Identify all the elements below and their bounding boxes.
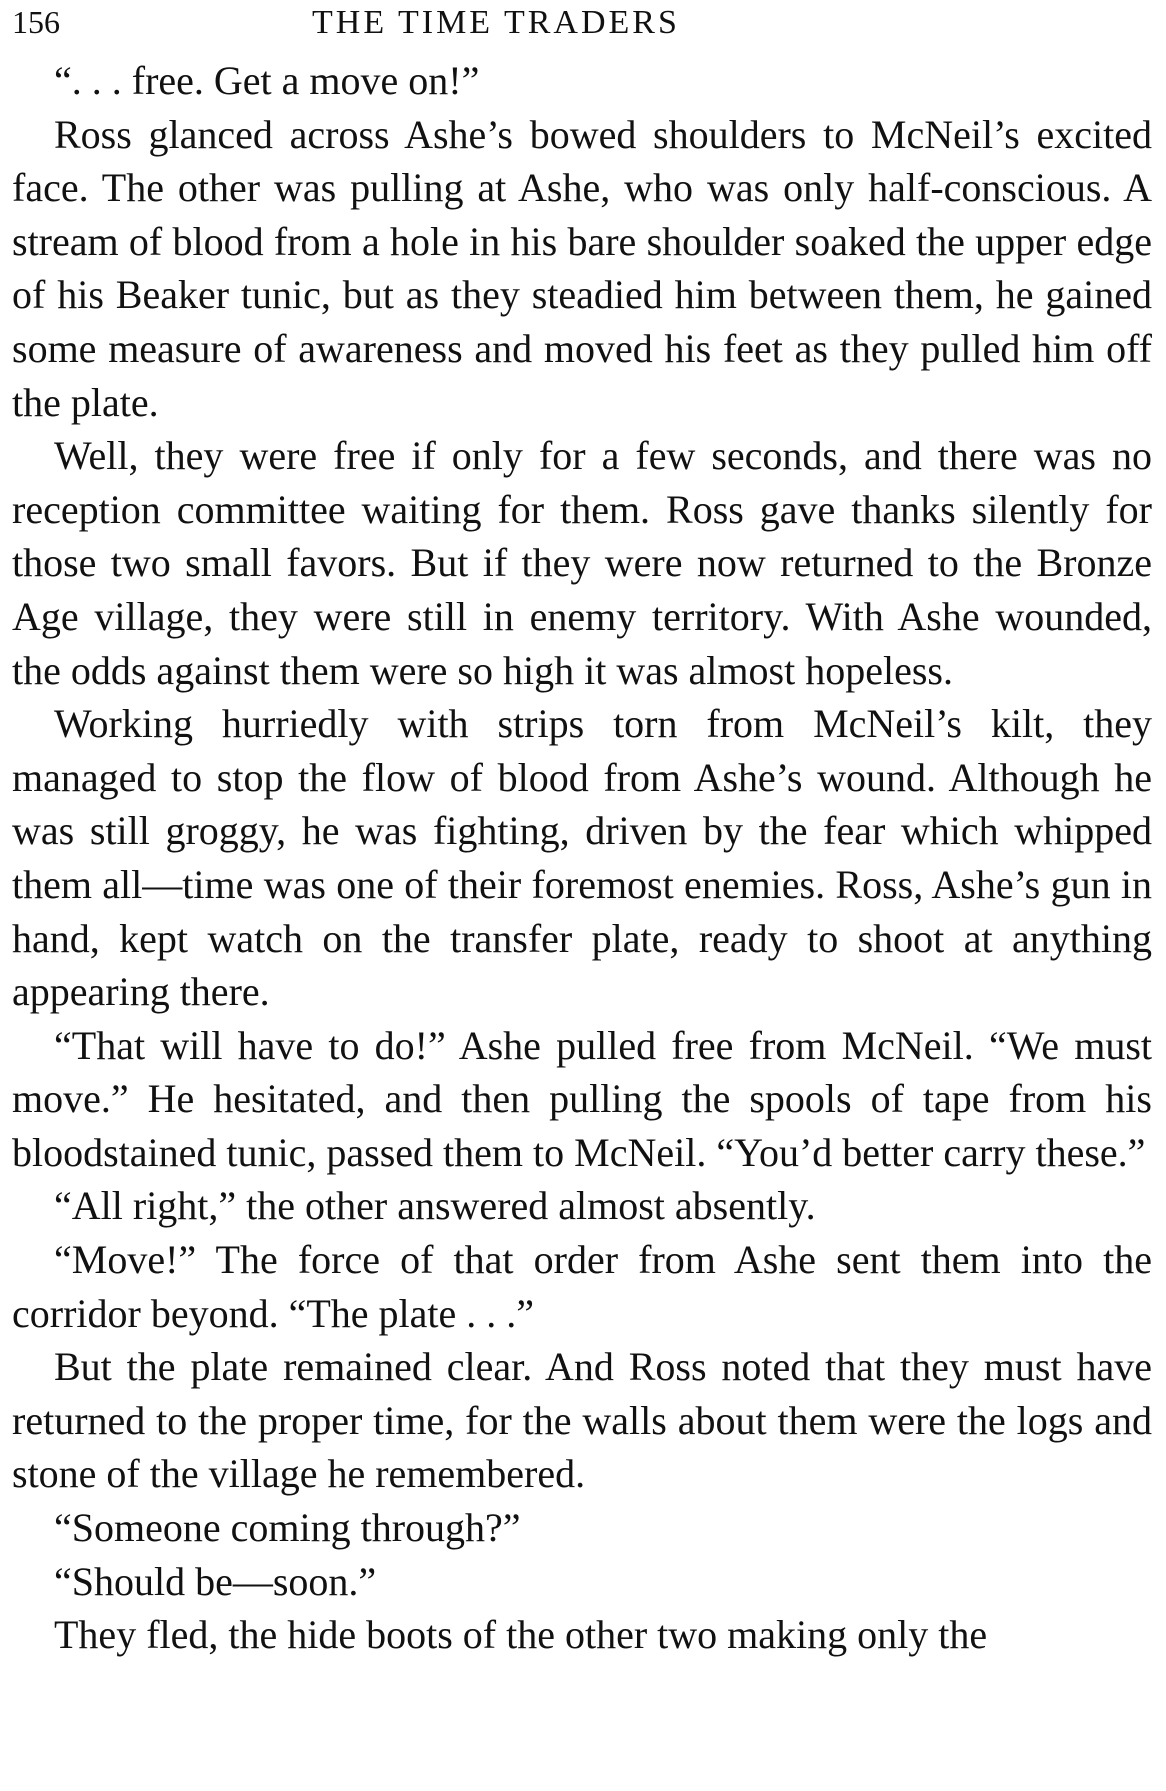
page-header bbox=[12, 0, 1152, 46]
body-text bbox=[12, 54, 1152, 1662]
paragraph: “Should be—soon.” bbox=[54, 1558, 377, 1604]
book-page bbox=[12, 0, 1152, 1662]
paragraph: “Someone coming through?” bbox=[54, 1505, 521, 1551]
paragraph: “That will have to do!” Ashe pulled free from McNeil. “We must move.” He hesitated, and then pulling the spools of tape from his bloodstained tunic, passed them to McNeil. “You’d better carry these.” bbox=[12, 1022, 1152, 1175]
paragraph: Working hurriedly with strips torn from McNeil’s kilt, they managed to stop the flow of blood from Ashe’s wound. Although he was still groggy, he was fighting, driven by the fear which whipped them all—time was one of their foremost enemies. Ross, Ashe’s gun in hand, kept watch on the transfer plate, ready to shoot at anything appearing there. bbox=[12, 701, 1152, 1015]
paragraph: “All right,” the other answered almost absently. bbox=[54, 1183, 816, 1229]
paragraph: But the plate remained clear. And Ross noted that they must have returned to the proper time, for the walls about them were the logs and stone of the village he remembered. bbox=[12, 1344, 1152, 1497]
paragraph: Well, they were free if only for a few seconds, and there was no reception committee waiting for them. Ross gave thanks silently for those two small favors. But if they were now returned to the Bronze Age village, they were still in enemy territory. With Ashe wounded, the odds against them were so high it was almost hopeless. bbox=[12, 433, 1152, 693]
paragraph: “Move!” The force of that order from Ashe sent them into the corridor beyond. “The plate . . .” bbox=[12, 1237, 1152, 1336]
paragraph: They fled, the hide boots of the other two making only the bbox=[54, 1612, 988, 1658]
page-number: 156 bbox=[12, 4, 60, 40]
running-title: THE TIME TRADERS bbox=[312, 4, 680, 41]
paragraph: Ross glanced across Ashe’s bowed shoulders to McNeil’s excited face. The other was pulling at Ashe, who was only half-conscious. A stream of blood from a hole in his bare shoulder soaked the upper edge of his Beaker tunic, but as they steadied him between them, he gained some measure of awareness and moved his feet as they pulled him off the plate. bbox=[12, 111, 1152, 425]
paragraph: “. . . free. Get a move on!” bbox=[54, 58, 480, 103]
